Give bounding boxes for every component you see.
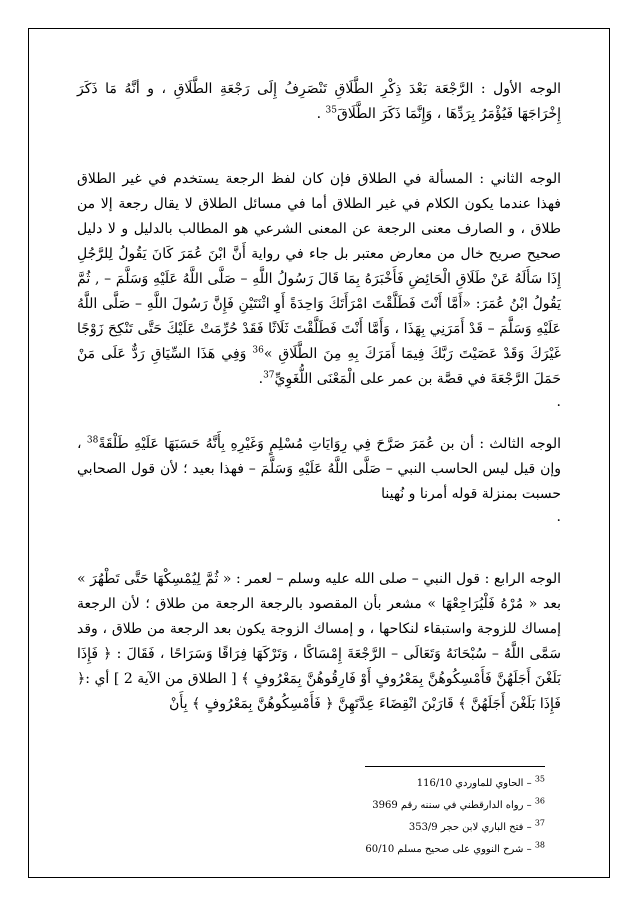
document-body xyxy=(77,77,561,717)
footnote-divider xyxy=(365,766,545,767)
spacer xyxy=(77,127,561,167)
footnote-ref[interactable]: 35 xyxy=(325,105,337,116)
spacer xyxy=(77,412,561,432)
footnote-text: – شرح النووي على صحيح مسلم 60/10 xyxy=(365,844,532,855)
paragraph-third-aspect xyxy=(77,432,561,507)
paragraph-text: وَفِي هَذَا السِّيَاقِ رَدٌّ عَلَى مَنْ حَمَلَ الرَّجْعَةَ في قصَّة بن عمر على الْمَعْنَى اللُّغَوِيِّ xyxy=(77,346,561,387)
footnote-number: 35 xyxy=(534,774,545,784)
paragraph-end-dot: . xyxy=(556,394,561,410)
footnote-text: – فتح الباري لابن حجر 353/9 xyxy=(408,822,532,833)
footnote-number: 36 xyxy=(534,796,545,806)
page-frame xyxy=(28,28,610,878)
paragraph-tail: . xyxy=(316,106,326,122)
footnote-text: – الحاوي للماوردي 116/10 xyxy=(416,778,532,789)
paragraph-text: الوجه الرابع : قول النبي – صلى الله عليه وسلم – لعمر : « ثُمَّ لِيُمْسِكْهَا حَتَّى تَطْهُرَ » بعد « مُرْهُ فَلْيُرَاجِعْهَا » مشعر بأن المقصود بالرجعة الرجعة من طلاق ؛ لأن الرجعة إمساك للزوجة واستبقاء لنكاحها ، و إمساك الزوجة يكون بعد الرجعة من طلاق ، وقد سَمَّى اللَّهُ – سُبْحَانَهُ وَتَعَالَى – الرَّجْعَةَ إِمْسَاكًا ، وَتَرْكَهَا فِرَاقًا وَسَرَاحًا ، فَقَالَ : ﴿ فَإِذَا بَلَغْنَ أَجَلَهُنَّ فَأَمْسِكُوهُنَّ بِمَعْرُوفٍ أَوْ فَارِقُوهُنَّ بِمَعْرُوفٍ ﴾ [ الطلاق من الآية 2 ] أي :﴿ فَإِذَا بَلَغْنَ أَجَلَهُنَّ ﴾ قَارَبْنَ انْقِضَاءَ عِدَّتَهِنَّ ﴿ فَأَمْسِكُوهُنَّ بِمَعْرُوفٍ ﴾ بِأَنْ xyxy=(77,571,561,712)
paragraph-end-dot: . xyxy=(556,509,561,525)
paragraph-fourth-aspect xyxy=(77,567,561,717)
footnote-item xyxy=(365,841,545,859)
footnote-item xyxy=(365,775,545,793)
paragraph-first-aspect xyxy=(77,77,561,127)
footnotes-section xyxy=(365,766,545,863)
footnote-item xyxy=(365,819,545,837)
paragraph-text: الوجه الأول : الرَّجْعَة بَعْدَ ذِكْرِ الطَّلَاقِ تَنْصَرِفُ إِلَى رَجْعَةِ الطَّلَاقِ ، و أنَّهُ مَا ذَكَرَ إِخْرَاجَهَا فَيُؤْمَرُ بِرَدِّهَا ، وَإِنَّمَا ذَكَرَ الطَّلَاقَ xyxy=(77,81,561,122)
paragraph-tail: . xyxy=(258,371,264,387)
footnote-number: 38 xyxy=(534,840,545,850)
paragraph-second-aspect xyxy=(77,167,561,392)
footnote-number: 37 xyxy=(534,818,545,828)
footnote-text: – رواه الدارقطني في سننه رقم 3969 xyxy=(372,800,532,811)
footnote-item xyxy=(365,797,545,815)
spacer xyxy=(77,527,561,567)
paragraph-text: الوجه الثالث : أن بن عُمَرَ صَرَّحَ فِي رِوَايَاتِ مُسْلِمٍ وَغَيْرِهِ بِأَنَّهُ حَسَبَهَا عَلَيْهِ طَلْقَةً xyxy=(98,436,562,452)
footnote-ref[interactable]: 38 xyxy=(86,435,99,446)
footnote-ref[interactable]: 36 xyxy=(252,345,264,356)
footnote-ref[interactable]: 37 xyxy=(263,370,275,381)
paragraph-text: الوجه الثاني : المسألة في الطلاق فإن كان لفظ الرجعة يستخدم في غير الطلاق فهذا عندما يكون الكلام في غير الطلاق أما في مسائل الطلاق لا يقال رجعة إلا من طلاق ، و الصارف معنى الرجعة عن المعنى الشرعي هو المطالب بالدليل و لا دليل صحيح صريح خال من معارض معتبر بل جاء في رواية أَنَّ ابْنَ عُمَرَ كَانَ يَقُولُ لِلرَّجُلِ إِذَا سَأَلَهُ عَنْ طَلَاقِ الْحَائِضِ فَأَخْبَرَهُ بِمَا قَالَ رَسُولُ اللَّهِ – صَلَّى اللَّهُ عَلَيْهِ وَسَلَّمَ – , ثُمَّ يَقُولُ ابْنُ عُمَرَ: «أَمَّا أَنْتَ فَطَلَّقْتَ امْرَأَتَكَ وَاحِدَةً أَوِ اثْنَتَيْنِ فَإِنَّ رَسُولَ اللَّهِ – صَلَّى اللَّهُ عَلَيْهِ وَسَلَّمَ – قَدْ أَمَرَنِي بِهَذَا ، وَأَمَّا أَنْتَ فَطَلَّقْتَ ثَلَاثًا فَقَدْ حُرِّمَتْ عَلَيْكَ حَتَّى تَنْكِحَ زَوْجًا غَيْرَكَ وَقَدْ عَصَيْتَ رَبَّكَ فِيمَا أَمَرَكَ بِهِ مِنَ الطَّلَاقِ » xyxy=(77,171,561,362)
paragraph-text: ، وإن قيل ليس الحاسب النبي – صَلَّى اللَّهُ عَلَيْهِ وَسَلَّمَ – فهذا بعيد ؛ لأن قول الصحابي حسبت بمنزلة قوله أمرنا و نُهينا xyxy=(77,436,561,502)
